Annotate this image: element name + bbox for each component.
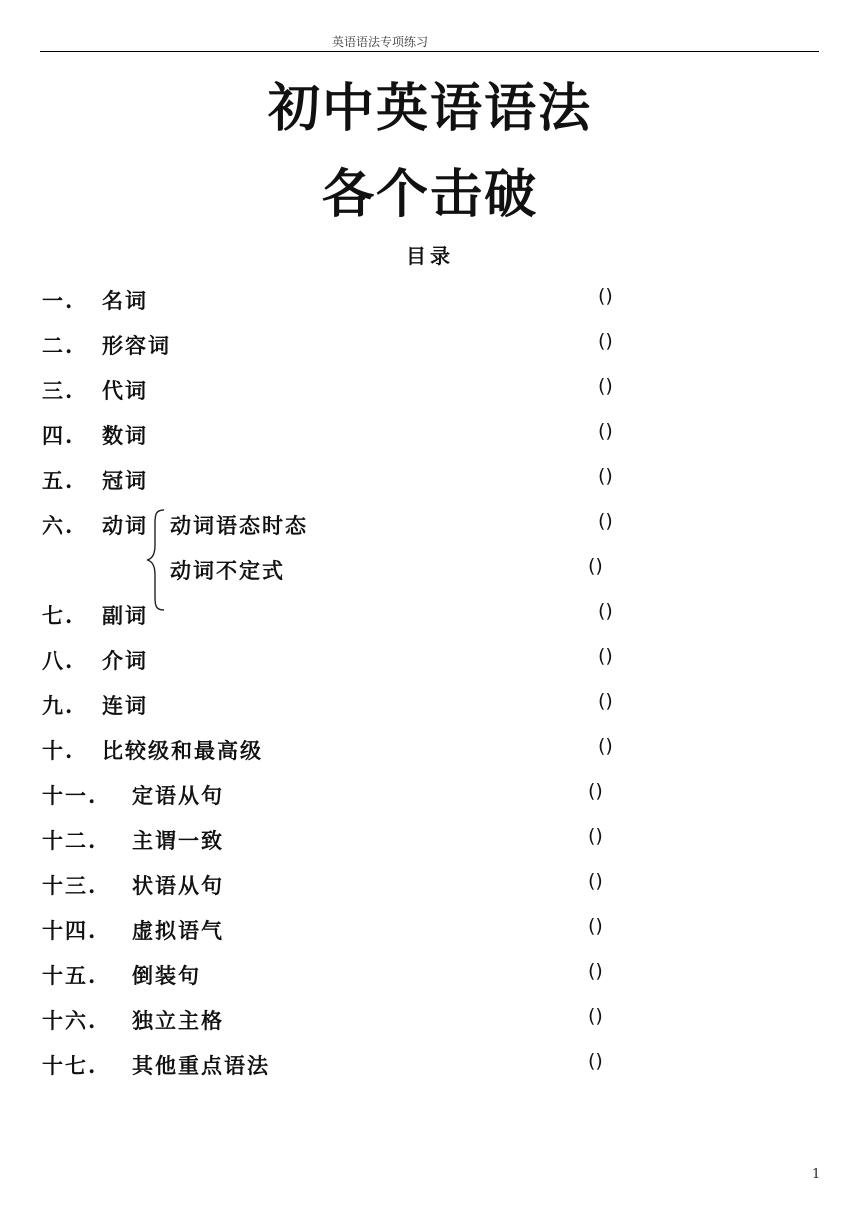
toc-item-number: 十三. (42, 873, 98, 898)
toc-subitem-page: () (588, 555, 603, 577)
toc-item[interactable] (0, 465, 860, 495)
toc-item[interactable] (0, 960, 860, 990)
toc-item[interactable] (0, 285, 860, 315)
toc-item-number: 一. (42, 288, 75, 313)
toc-item-number: 十一. (42, 783, 98, 808)
toc-item-label[interactable]: 倒装句 (132, 963, 201, 988)
toc-item[interactable] (0, 375, 860, 405)
toc-item[interactable] (0, 420, 860, 450)
toc-item-number: 七. (42, 603, 75, 628)
toc-item-number: 十七. (42, 1053, 98, 1078)
toc-item-label[interactable]: 代词 (102, 378, 148, 403)
toc-item[interactable] (0, 825, 860, 855)
toc-item[interactable] (0, 915, 860, 945)
header-text: 英语语法专项练习 (331, 35, 428, 49)
toc-item[interactable] (0, 600, 860, 630)
toc-item[interactable] (0, 780, 860, 810)
toc-item[interactable] (0, 330, 860, 360)
toc-item-number: 十. (42, 738, 75, 763)
toc-item[interactable] (0, 645, 860, 675)
toc-subitem-label[interactable]: 动词语态时态 (170, 513, 308, 538)
toc-item-label[interactable]: 独立主格 (132, 1008, 224, 1033)
toc-item-page: () (598, 690, 613, 712)
toc-item-label[interactable]: 状语从句 (132, 873, 224, 898)
toc-item-page: () (598, 420, 613, 442)
curly-brace (146, 509, 166, 611)
toc-item-number: 十六. (42, 1008, 98, 1033)
toc-item-page: () (598, 285, 613, 307)
toc-item-label[interactable]: 主谓一致 (132, 828, 224, 853)
toc-item-label[interactable]: 介词 (102, 648, 148, 673)
toc-item-label[interactable]: 形容词 (102, 333, 171, 358)
toc-item-number: 八. (42, 648, 75, 673)
toc-item-label[interactable]: 冠词 (102, 468, 148, 493)
toc-item[interactable] (0, 1050, 860, 1080)
toc-item-page: () (598, 645, 613, 667)
toc-item-label[interactable]: 名词 (102, 288, 148, 313)
toc-item-number: 五. (42, 468, 75, 493)
toc-item-page: () (598, 375, 613, 397)
toc-item[interactable] (0, 510, 860, 540)
toc-item-page: () (598, 735, 613, 757)
toc-item-page: () (598, 330, 613, 352)
page-number: 1 (812, 1167, 821, 1182)
toc-item-number: 六. (42, 513, 75, 538)
toc-item-label[interactable]: 其他重点语法 (132, 1053, 270, 1078)
toc-item-page: () (598, 600, 613, 622)
toc-item-label[interactable]: 副词 (102, 603, 148, 628)
toc-item-page: () (588, 1005, 603, 1027)
toc-item-label[interactable]: 定语从句 (132, 783, 224, 808)
toc-item-page: () (588, 870, 603, 892)
toc-item-number: 四. (42, 423, 75, 448)
toc-item[interactable] (0, 690, 860, 720)
toc-item-label[interactable]: 比较级和最高级 (102, 738, 263, 763)
title-line-2: 各个击破 (321, 164, 538, 225)
toc-item-number: 二. (42, 333, 75, 358)
toc-item-page: () (588, 915, 603, 937)
toc-item-page: () (588, 960, 603, 982)
toc-item-number: 十四. (42, 918, 98, 943)
toc-item-page: () (598, 465, 613, 487)
toc-item-label[interactable]: 动词 (102, 513, 148, 538)
header-rule (40, 51, 819, 52)
toc-item-number: 九. (42, 693, 75, 718)
toc-item[interactable] (0, 870, 860, 900)
toc-item[interactable] (0, 735, 860, 765)
title-line-1: 初中英语语法 (267, 78, 592, 139)
toc-item-label[interactable]: 虚拟语气 (132, 918, 224, 943)
toc-item[interactable] (0, 1005, 860, 1035)
toc-item-page: () (588, 780, 603, 802)
toc-item-page: () (588, 1050, 603, 1072)
toc-item-number: 三. (42, 378, 75, 403)
toc-item-number: 十二. (42, 828, 98, 853)
toc-subitem[interactable] (0, 555, 860, 585)
toc-heading: 目录 (406, 244, 454, 268)
toc-item-label[interactable]: 数词 (102, 423, 148, 448)
toc-item-label[interactable]: 连词 (102, 693, 148, 718)
toc-subitem-label[interactable]: 动词不定式 (170, 558, 285, 583)
toc-subitem-page: () (598, 510, 613, 532)
toc-item-page: () (588, 825, 603, 847)
toc-item-number: 十五. (42, 963, 98, 988)
